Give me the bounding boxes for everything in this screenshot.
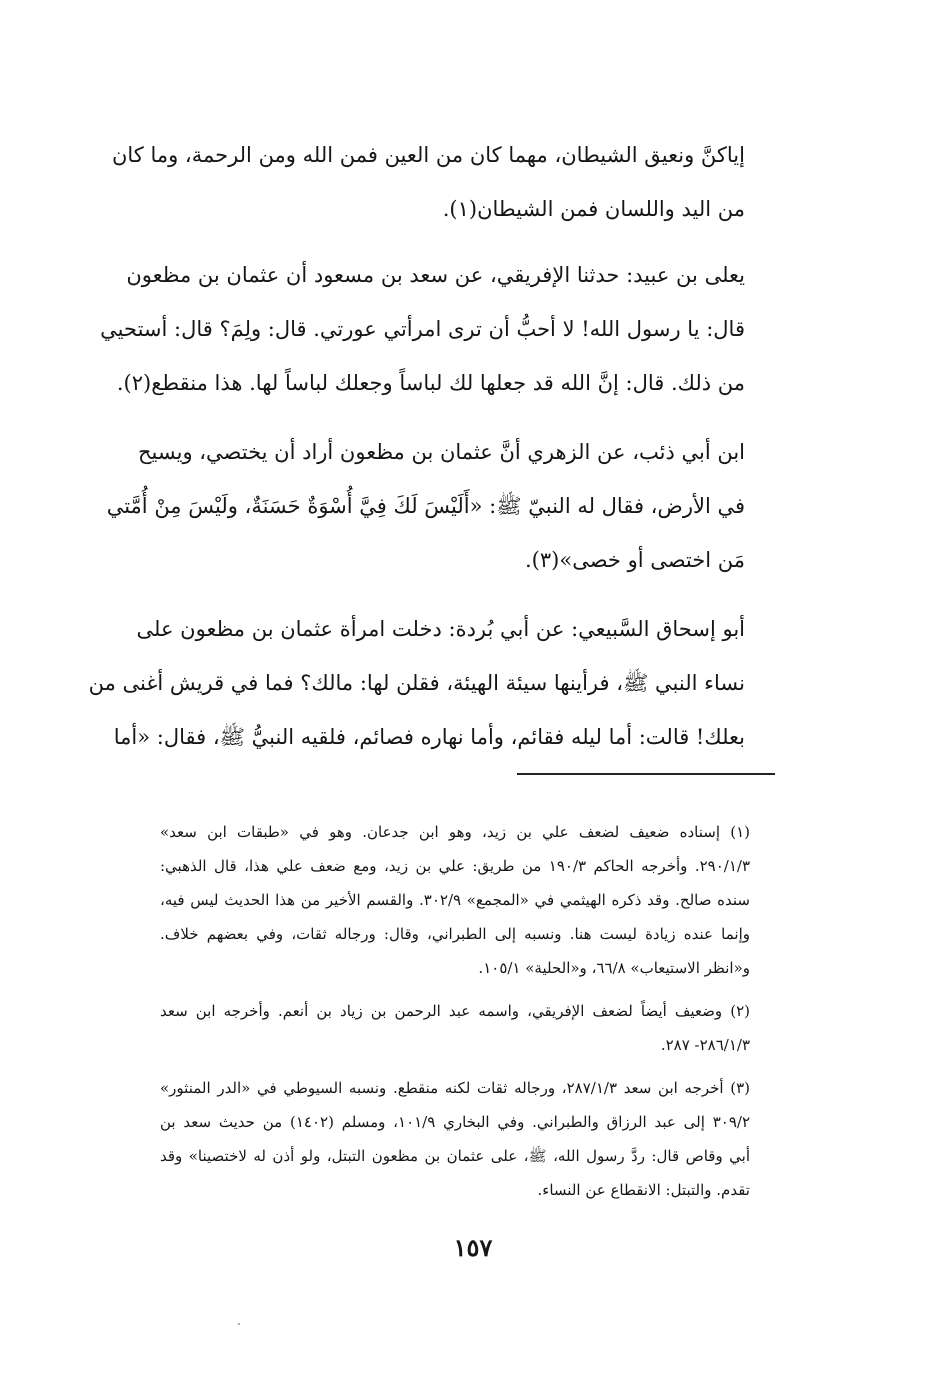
footnote-separator <box>517 773 775 775</box>
text-line: إياكنَّ ونعيق الشيطان، مهما كان من العين فمن الله ومن الرحمة، وما كان <box>111 143 745 167</box>
footnote-line: أبي وقاص قال: ردَّ رسول الله، ﷺ، على عثمان بن مظعون التبتل، ولو أذن له لاختصينا» وقد <box>160 1147 750 1165</box>
text-line: ابن أبي ذئب، عن الزهري أنَّ عثمان بن مظعون أراد أن يختصي، ويسيح <box>137 440 745 464</box>
text-line: من اليد واللسان فمن الشيطان(١). <box>442 197 745 221</box>
text-line: قال: يا رسول الله! لا أحبُّ أن ترى امرأتي عورتي. قال: ولِمَ؟ قال: أستحيي <box>100 317 745 341</box>
paragraph-3 <box>106 425 745 587</box>
footnote-2 <box>160 994 750 1062</box>
footnote-line: ٢٩٠/١/٣. وأخرجه الحاكم ١٩٠/٣ من طريق: علي بن زيد، ومع ضعف علي هذا، قال الذهبي: <box>160 857 750 875</box>
text-line: أبو إسحاق السَّبيعي: عن أبي بُردة: دخلت امرأة عثمان بن مظعون على <box>136 617 745 641</box>
footnote-line: و«انظر الاستيعاب» ٦٦/٨، و«الحلية» ١٠٥/١. <box>478 959 750 977</box>
main-text <box>88 128 745 779</box>
text-line: في الأرض، فقال له النبيّ ﷺ: «أَلَيْسَ لَكَ فِيَّ أُسْوَةٌ حَسَنَةٌ، ولَيْسَ مِنْ أُمَّتي <box>106 494 745 518</box>
footnote-3 <box>160 1071 750 1207</box>
footnote-line: سنده صالح. وقد ذكره الهيثمي في «المجمع» ٣٠٢/٩. والقسم الأخير من هذا الحديث ليس فيه، <box>160 891 750 909</box>
footnote-line: ٢٨٦/١/٣- ٢٨٧. <box>660 1036 750 1054</box>
paragraph-1 <box>111 128 745 236</box>
paragraph-4 <box>88 602 745 764</box>
text-line: مَن اختصى أو خصى»(٣). <box>525 548 745 572</box>
text-line: بعلك! قالت: أما ليله فقائم، وأما نهاره فصائم، فلقيه النبيُّ ﷺ، فقال: «أما <box>113 725 745 749</box>
footnote-line: (٢) وضعيف أيضاً لضعف الإفريقي، واسمه عبد الرحمن بن زياد بن أنعم. وأخرجه ابن سعد <box>160 1002 750 1020</box>
footnote-line: (١) إسناده ضعيف لضعف علي بن زيد، وهو ابن جدعان. وهو في «طبقات ابن سعد» <box>160 823 750 841</box>
text-line: من ذلك. قال: إنَّ الله قد جعلها لك لباساً وجعلك لباساً لها. هذا منقطع(٢). <box>116 371 745 395</box>
text-line: يعلى بن عبيد: حدثنا الإفريقي، عن سعد بن مسعود أن عثمان بن مظعون <box>126 263 745 287</box>
footnote-line: تقدم. والتبتل: الانقطاع عن النساء. <box>537 1181 750 1199</box>
page-number: ١٥٧ <box>453 1233 493 1262</box>
footnotes <box>160 815 750 1216</box>
footnote-1 <box>160 815 750 985</box>
footnote-line: وإنما عنده زيادة ليست هنا. ونسبه إلى الطبراني، وقال: ورجاله ثقات، وفي بعضهم خلاف. <box>160 925 750 943</box>
scan-speck <box>238 1323 240 1325</box>
paragraph-2 <box>100 248 745 410</box>
text-line: نساء النبي ﷺ، فرأينها سيئة الهيئة، فقلن لها: مالك؟ فما في قريش أغنى من <box>88 671 745 695</box>
footnote-line: ٣٠٩/٢ إلى عبد الرزاق والطبراني. وفي البخاري ١٠١/٩، ومسلم (١٤٠٢) من حديث سعد بن <box>160 1113 750 1131</box>
footnote-line: (٣) أخرجه ابن سعد ٢٨٧/١/٣، ورجاله ثقات لكنه منقطع. ونسبه السيوطي في «الدر المنثور» <box>160 1079 750 1097</box>
